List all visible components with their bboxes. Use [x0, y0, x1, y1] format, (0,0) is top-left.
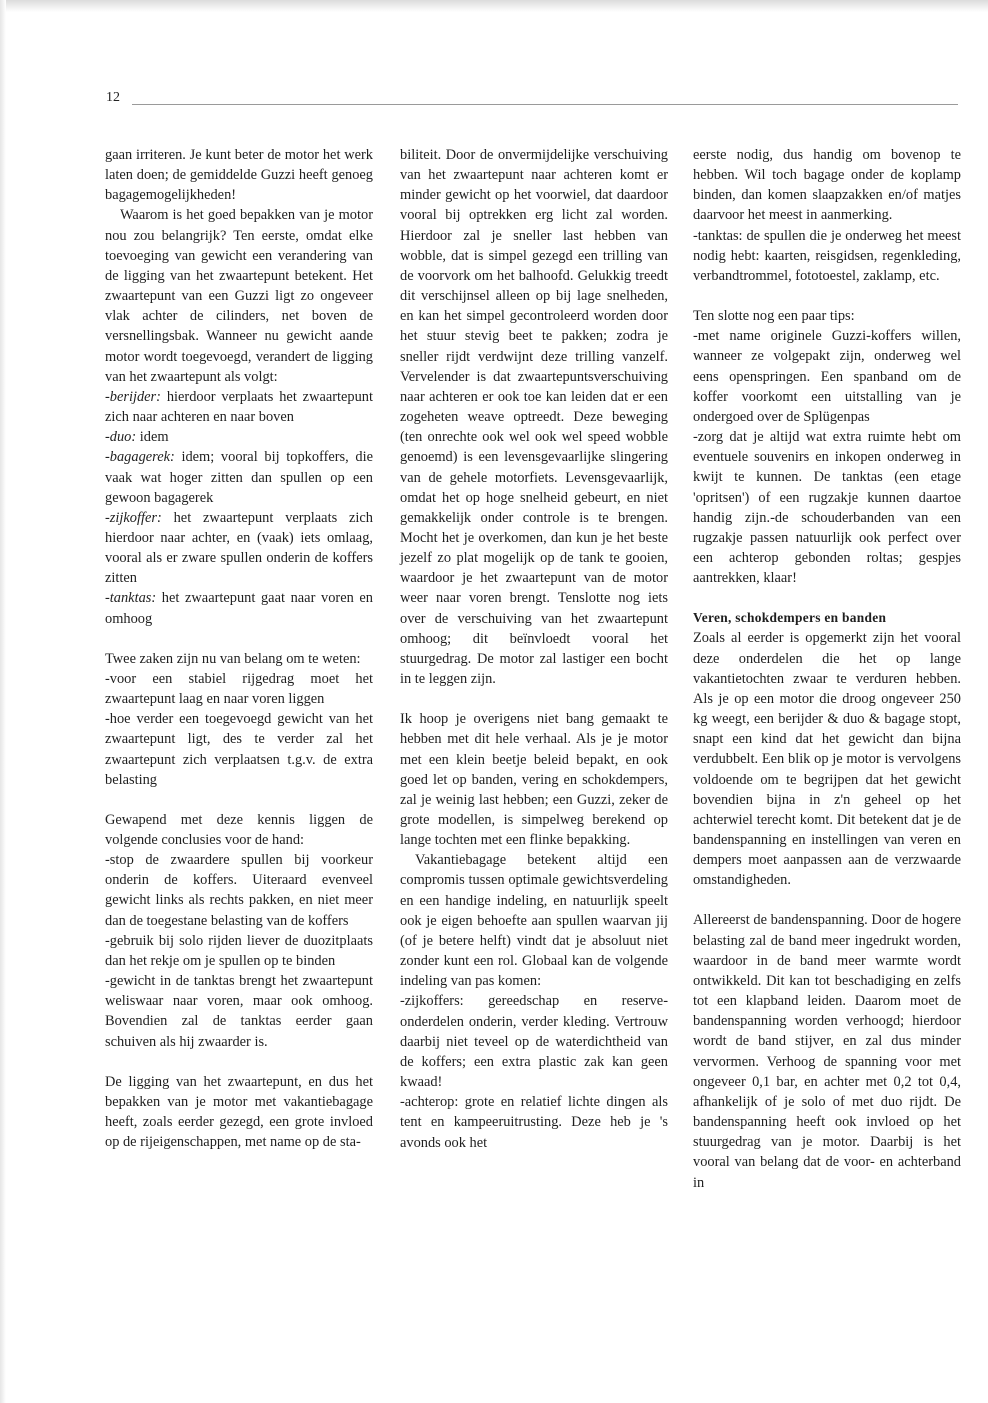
list-term: -tanktas: — [105, 590, 157, 607]
list-item — [105, 588, 373, 628]
list-text: idem; vooral bij topkoffers, die vaak wat hoger zitten dan spullen op een gewoon bagagerek — [105, 449, 373, 506]
paragraph: gaan irriteren. Je kunt beter de motor het werk laten doen; de gemiddelde Guzzi heeft genoeg bagagemogelijkheden! — [105, 147, 373, 204]
text-column-2 — [400, 145, 668, 1153]
paragraph: Ten slotte nog een paar tips: — [693, 308, 855, 325]
paragraph: -zijkoffers: gereedschap en reserve-onderdelen onderin, verder kleding. Vertrouw daarbij niet teveel op de waterdichtheid van de koffers; een extra plastic zak kan geen kwaad! — [400, 993, 668, 1091]
list-item — [105, 427, 373, 447]
header-rule — [132, 104, 958, 105]
scan-top-shadow — [0, 0, 988, 12]
paragraph: -met name originele Guzzi-koffers willen, wanneer ze volgepakt zijn, onderweg wel eens openspringen. Een spanband om de koffer voorkomt een uitstalling van je ondergoed over de Splügenpas — [693, 328, 961, 425]
paragraph: -voor een stabiel rijgedrag moet het zwaartepunt laag en naar voren liggen — [105, 670, 373, 708]
paragraph: -stop de zwaardere spullen bij voorkeur onderin de koffers. Uiteraard evenveel gewicht links als rechts pakken, en niet meer dan de toegestane belasting van de koffers — [105, 852, 373, 929]
paragraph: biliteit. Door de onvermijdelijke verschuiving van het zwaartepunt naar achteren komt er minder gewicht op het voorwiel, dat daardoor vooral bij optrekken erg licht zal worden. Hierdoor zal je sneller last hebben van wobble, dat is simpel gezegd een trilling van de voorvork om het balhoofd. Gelukkig treedt dit verschijnsel alleen op bij lage snelheden, en kan het simpel gecontroleerd worden door het stuur stevig beet te pakken; zodra je sneller rijdt verdwijnt deze trilling vanzelf. Vervelender is dat zwaartepuntsverschuiving naar achteren er ook toe kan leiden dat er een zogeheten weave optreedt. Deze beweging (ten onrechte ook wel ook wel speed wobble genoemd) is een levensgevaarlijke slingering van de gehele motorfiets. Levensgevaarlijk, omdat het op hoge snelheid gebeurt, en niet gemakkelijk onder controle is te brengen. Mocht het je overkomen, dan kun je het beste jezelf zo plat mogelijk op de tank te gooien, waardoor je het zwaartepunt van de motor weer naar voren brengt. Tenslotte nog iets over de verschuiving van het zwaartepunt omhoog; dit beïnvloedt vooral het stuurgedrag. De motor zal lastiger een bocht in te leggen zijn. — [400, 147, 668, 688]
list-term: -duo: — [105, 429, 137, 446]
section-heading: Veren, schokdempers en banden — [693, 610, 887, 626]
text-column-1 — [105, 145, 373, 1152]
paragraph: Vakantiebagage betekent altijd een compromis tussen optimale gewichtsverdeling en een handige indeling, en natuurlijk speelt ook je eigen behoefte aan spullen waarvan jij (of je betere helft) vindt dat je absoluut niet zonder kunt een rol. Globaal kan de volgende indeling van pas komen: — [400, 852, 668, 990]
list-term: -bagagerek: — [105, 449, 175, 466]
list-text: het zwaartepunt verplaats zich hierdoor naar achter, en (vaak) iets omlaag, vooral als er zware spullen onderin de koffers zitten — [105, 509, 373, 587]
list-item — [105, 447, 373, 507]
text-column-3 — [693, 145, 961, 1193]
paragraph: -tanktas: de spullen die je onderweg het meest nodig hebt: kaarten, reisgidsen, regenkleding, verbandtrommel, fototoestel, zaklamp, etc. — [693, 227, 961, 284]
paragraph: Ik hoop je overigens niet bang gemaakt te hebben met dit hele verhaal. Als je je motor met een klein beetje beleid bepakt, en ook goed let op banden, vering en schokdempers, zal je weinig last hebben; een Guzzi, zeker de grote modellen, is simpelweg berekend op lange tochten met een flinke bepakking. — [400, 711, 668, 849]
paragraph: -zorg dat je altijd wat extra ruimte hebt om eventuele souvenirs en inkopen onderweg in kwijt te kunnen. De tanktas (een etage 'opritsen') of een rugzakje kunnen daartoe handig zijn.-de schouderbanden van een rugzakje passen natuurlijk ook perfect over een achterop gebonden roltas; gespjes aantrekken, klaar! — [693, 429, 961, 587]
list-item — [105, 387, 373, 427]
paragraph: Twee zaken zijn nu van belang om te weten: — [105, 650, 361, 667]
list-term: -zijkoffer: — [105, 509, 162, 526]
list-term: -berijder: — [105, 388, 161, 405]
page-number: 12 — [106, 90, 120, 105]
list-item — [105, 508, 373, 589]
list-text: hierdoor verplaats het zwaartepunt zich naar achteren en naar boven — [105, 388, 373, 426]
paragraph: Waarom is het goed bepakken van je motor nou zou belangrijk? Ten eerste, omdat elke toevoeging van gewicht een verandering van de ligging van het zwaartepunt betekent. Het zwaartepunt van een Guzzi ligt zo ongeveer vlak achter de cilinders, net boven de versnellingsbak. Wanneer nu gewicht aande motor wordt toegevoegd, verandert de ligging van het zwaartepunt als volgt: — [105, 207, 373, 385]
paragraph: Gewapend met deze kennis liggen de volgende conclusies voor de hand: — [105, 811, 373, 848]
paragraph: -achterop: grote en relatief lichte dingen als tent en kampeeruitrusting. Deze heb je 's avonds ook het — [400, 1094, 668, 1151]
paragraph: -gebruik bij solo rijden liever de duozitplaats dan het rekje om je spullen op te binden — [105, 932, 373, 969]
paragraph: Zoals al eerder is opgemerkt zijn het vooral deze onderdelen die het op lange vakantietochten zwaar te verduren hebben. Als je op een motor die droog ongeveer 250 kg weegt, een berijder & duo & bagage stopt, snapt een kind dat het gewicht dan bijna verdubbelt. Een blik op je motor is vervolgens voldoende om te begrijpen dat het gewicht bovendien bijna in z'n geheel op het achterwiel terecht komt. Dit betekent dat je de bandenspanning en instellingen van veren en dempers moet aanpassen aan de verzwaarde omstandigheden. — [693, 630, 961, 889]
paragraph: eerste nodig, dus handig om bovenop te hebben. Wil toch bagage onder de koplamp binden, dan komen slaapzakken en/of matjes daarvoor het meest in aanmerking. — [693, 147, 961, 224]
paragraph: -hoe verder een toegevoegd gewicht van het zwaartepunt ligt, des te verder zal het zwaartepunt zich verplaatsen t.g.v. de extra belasting — [105, 711, 373, 788]
list-text: idem — [136, 429, 169, 446]
paragraph: De ligging van het zwaartepunt, en dus het bepakken van je motor met vakantiebagage heeft, zoals eerder gezegd, een grote invloed op de rijeigenschappen, met name op de sta- — [105, 1073, 373, 1151]
scan-left-shadow — [0, 0, 6, 1403]
paragraph: -gewicht in de tanktas brengt het zwaartepunt weliswaar naar voren, maar ook omhoog. Bovendien zal de tanktas eerder gaan schuiven als hij zwaarder is. — [105, 973, 373, 1050]
list-text: het zwaartepunt gaat naar voren en omhoog — [105, 590, 373, 627]
paragraph: Allereerst de bandenspanning. Door de hogere belasting zal de band meer ingedrukt worden, waardoor in de band meer warmte wordt ontwikkeld. Dit kan tot beschadiging en zelfs tot een klapband leiden. Daarom moet de bandenspanning worden verhoogd; hierdoor wordt de band stijver, en zal dus minder vervormen. Verhoog de spanning voor met ongeveer 0,1 bar, en achter met 0,2 tot 0,4, afhankelijk of je solo of met duo rijdt. De bandenspanning heeft ook invloed op het stuurgedrag van je motor. Daarbij is het vooral van belang dat de voor- en achterband in — [693, 912, 961, 1191]
